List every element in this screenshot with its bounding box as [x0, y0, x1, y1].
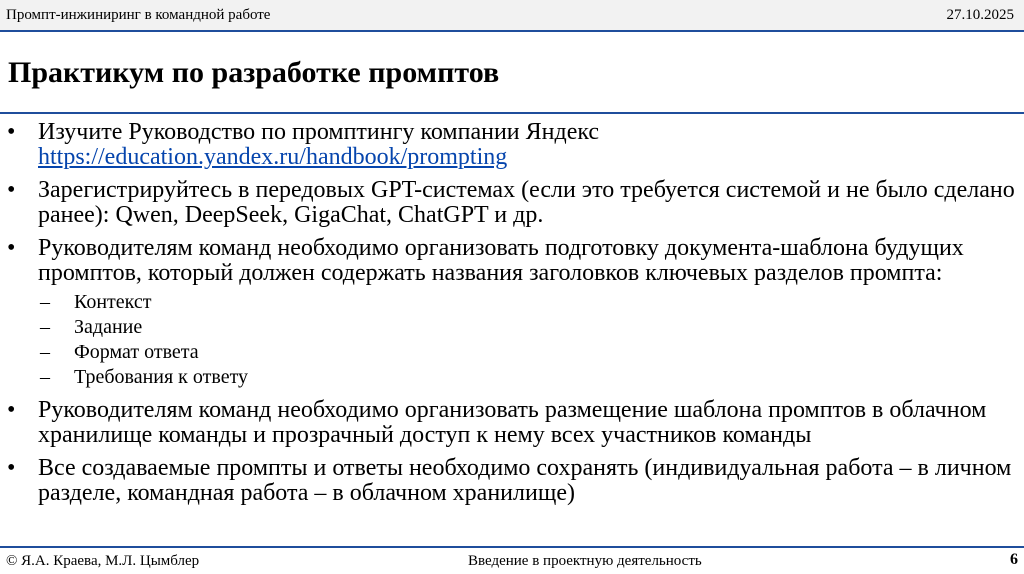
bullet-item: [0, 178, 1024, 228]
bullet-dot-icon: •: [7, 397, 16, 423]
bullet-dot-icon: •: [7, 119, 16, 145]
bullet-text: Руководителям команд необходимо организовать размещение шаблона промптов в облачном хранилище команды и прозрачный доступ к нему всех участников команды: [38, 397, 987, 448]
sub-bullet-item: [38, 290, 1020, 315]
sub-bullet-item: [38, 315, 1020, 340]
bullet-dot-icon: •: [7, 455, 16, 481]
bullet-text: Изучите Руководство по промптингу компании Яндекс: [38, 119, 600, 145]
bullet-dot-icon: •: [7, 177, 16, 203]
sub-bullet-item: [38, 340, 1020, 365]
dash-icon: –: [40, 291, 50, 313]
bullet-item: [0, 456, 1024, 506]
slide-date: 27.10.2025: [946, 7, 1014, 23]
footer-course: Введение в проектную деятельность: [468, 553, 702, 569]
sub-bullet-list: [38, 290, 1020, 390]
presentation-title: Промпт-инжиниринг в командной работе: [6, 7, 271, 23]
sub-bullet-text: Контекст: [74, 291, 152, 313]
sub-bullet-text: Требования к ответу: [74, 366, 249, 388]
bullet-text: Все создаваемые промпты и ответы необходимо сохранять (индивидуальная работа – в личном разделе, командная работа – в облачном хранилище): [38, 455, 1012, 506]
bullet-item: [0, 398, 1024, 448]
sub-bullet-item: [38, 365, 1020, 390]
handbook-link[interactable]: https://education.yandex.ru/handbook/prompting: [38, 144, 508, 170]
footer: [0, 550, 1024, 574]
title-divider: [0, 112, 1024, 114]
bullet-text: Руководителям команд необходимо организовать подготовку документа-шаблона будущих промптов, который должен содержать названия заголовков ключевых разделов промпта:: [38, 235, 964, 286]
sub-bullet-text: Задание: [74, 316, 143, 338]
header-bar: [0, 0, 1024, 32]
footer-divider: [0, 546, 1024, 548]
bullet-text: Зарегистрируйтесь в передовых GPT-системах (если это требуется системой и не было сделано ранее): Qwen, DeepSeek, GigaChat, ChatGPT и др.: [38, 177, 1015, 228]
footer-authors: © Я.А. Краева, М.Л. Цымблер: [6, 553, 200, 569]
sub-bullet-text: Формат ответа: [74, 341, 199, 363]
dash-icon: –: [40, 316, 50, 338]
page-number: 6: [1010, 551, 1018, 568]
bullet-dot-icon: •: [7, 235, 16, 261]
bullet-item: [0, 236, 1024, 390]
dash-icon: –: [40, 341, 50, 363]
slide-title: Практикум по разработке промптов: [8, 56, 500, 89]
bullet-item: [0, 120, 1024, 170]
bullet-list: [0, 120, 1024, 514]
dash-icon: –: [40, 366, 50, 388]
